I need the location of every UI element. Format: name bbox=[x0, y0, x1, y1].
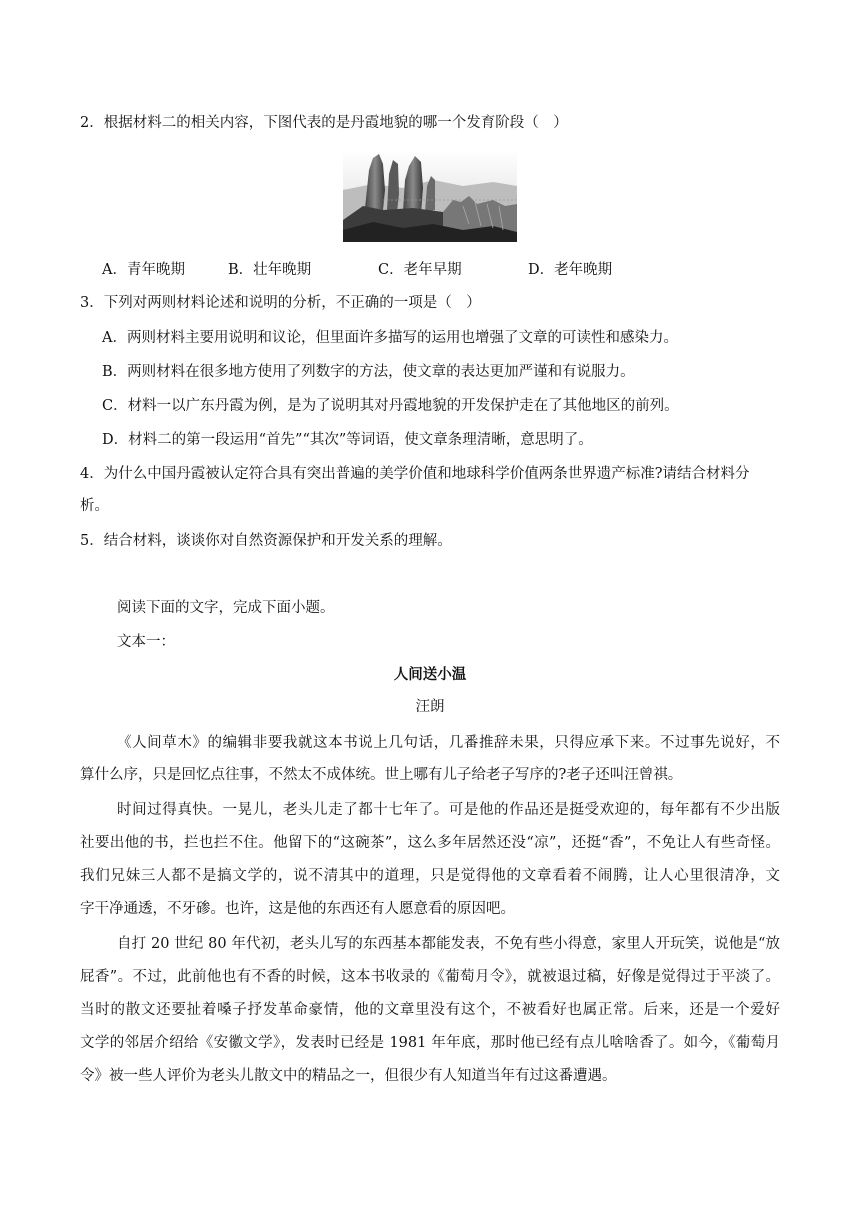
question-4-line-2: 析。 bbox=[80, 498, 109, 514]
paragraph-2-line-2: 社要出他的书，拦也拦不住。他留下的“这碗茶”，这么多年居然还没“凉”，还挺“香”，不免让人有些奇怪。 bbox=[80, 835, 780, 851]
paragraph-2-line-4: 字干净通透，不牙碜。也许，这是他的东西还有人愿意看的原因吧。 bbox=[80, 901, 515, 917]
paragraph-3-line-4: 文学的邻居介绍给《安徽文学》，发表时已经是 1981 年年底，那时他已经有点儿啥啥香了。如今，《葡萄月 bbox=[80, 1035, 780, 1051]
option-c: C．材料一以广东丹霞为例，是为了说明其对丹霞地貌的开发保护走在了其他地区的前列。 bbox=[102, 398, 679, 414]
article-author: 汪朗 bbox=[415, 699, 445, 715]
text-label: 文本一： bbox=[117, 634, 175, 650]
paragraph-3-line-3: 当时的散文还要扯着嗓子抒发革命豪情，他的文章里没有这个，不被看好也属正常。后来，还是一个爱好 bbox=[80, 1002, 780, 1018]
option-d: D．老年晚期 bbox=[528, 262, 613, 278]
paragraph-2-line-1: 时间过得真快。一晃儿，老头儿走了都十七年了。可是他的作品还是挺受欢迎的，每年都有不少出版 bbox=[117, 802, 780, 818]
paragraph-1-line-1: 《人间草木》的编辑非要我就这本书说上几句话，几番推辞未果，只得应承下来。不过事先说好，不 bbox=[117, 735, 780, 751]
option-b: B．两则材料在很多地方使用了列数字的方法，使文章的表达更加严谨和有说服力。 bbox=[102, 364, 635, 380]
question-5: 5．结合材料，谈谈你对自然资源保护和开发关系的理解。 bbox=[80, 533, 452, 549]
danxia-landform-photo bbox=[343, 150, 517, 242]
reading-intro: 阅读下面的文字，完成下面小题。 bbox=[117, 600, 335, 616]
paragraph-3-line-5: 令》被一些人评价为老头儿散文中的精品之一，但很少有人知道当年有过这番遭遇。 bbox=[80, 1068, 617, 1084]
question-2-options bbox=[102, 258, 702, 278]
question-4-line-1: 4．为什么中国丹霞被认定符合具有突出普遍的美学价值和地球科学价值两条世界遗产标准?请结合材料分 bbox=[80, 466, 750, 482]
option-a: A．青年晚期 bbox=[102, 262, 185, 278]
article-title: 人间送小温 bbox=[393, 666, 467, 683]
option-a: A．两则材料主要用说明和议论，但里面许多描写的运用也增强了文章的可读性和感染力。 bbox=[102, 330, 678, 346]
option-c: C．老年早期 bbox=[378, 262, 462, 278]
paragraph-2-line-3: 我们兄妹三人都不是搞文学的，说不清其中的道理，只是觉得他的文章看着不闹腾，让人心里很清净，文 bbox=[80, 868, 780, 884]
option-b: B．壮年晚期 bbox=[228, 262, 312, 278]
paragraph-3-line-1: 自打 20 世纪 80 年代初，老头儿写的东西基本都能发表，不免有些小得意，家里人开玩笑，说他是“放 bbox=[117, 936, 780, 952]
option-d: D．材料二的第一段运用“首先”“其次”等词语，使文章条理清晰，意思明了。 bbox=[102, 432, 593, 448]
paragraph-3-line-2: 屁香”。不过，此前他也有不香的时候，这本书收录的《葡萄月令》，就被退过稿，好像是觉得过于平淡了。 bbox=[80, 969, 780, 985]
question-2-stem: 2．根据材料二的相关内容，下图代表的是丹霞地貌的哪一个发育阶段（ ） bbox=[80, 115, 568, 131]
question-3-stem: 3．下列对两则材料论述和说明的分析，不正确的一项是（ ） bbox=[80, 295, 481, 311]
paragraph-1-line-2: 算什么序，只是回忆点往事，不然太不成体统。世上哪有儿子给老子写序的?老子还叫汪曾祺。 bbox=[80, 767, 683, 783]
